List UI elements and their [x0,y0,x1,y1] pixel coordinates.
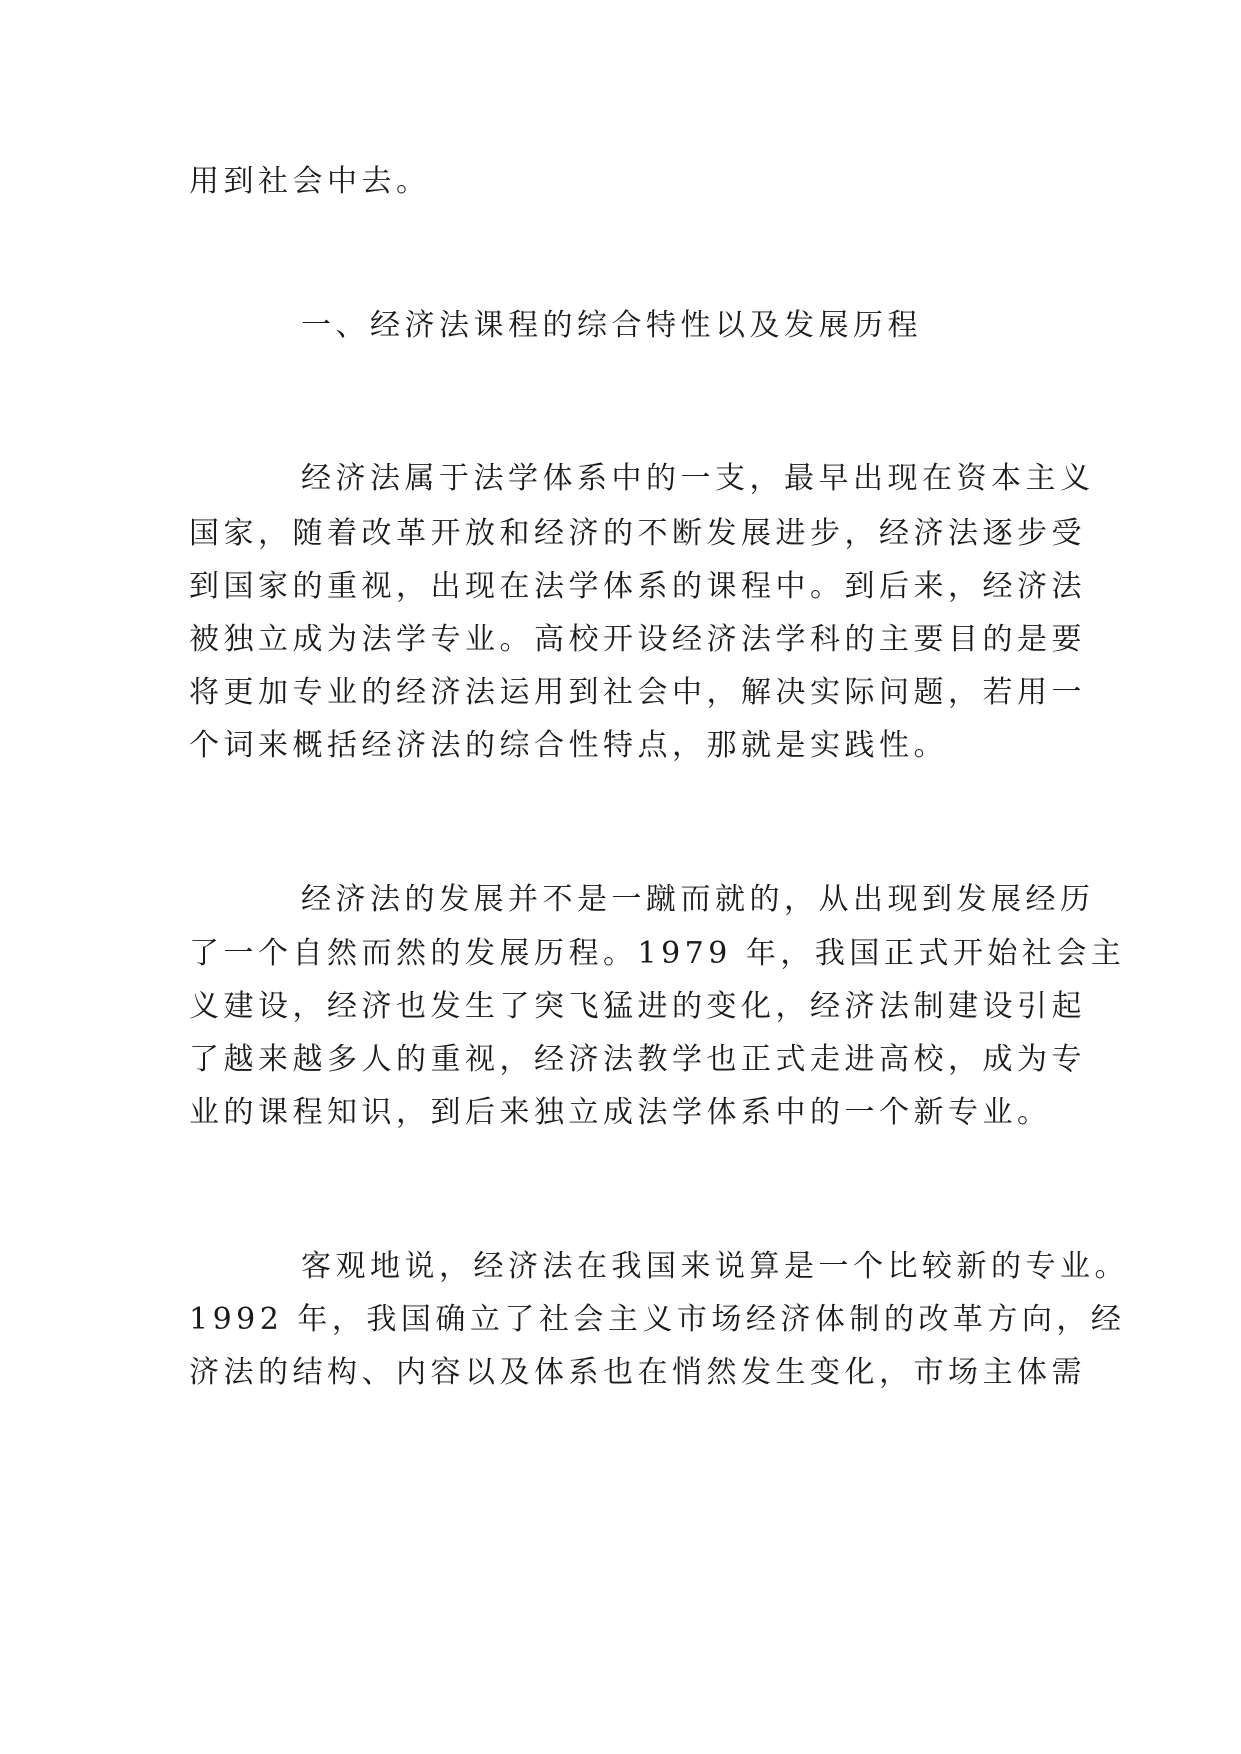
paragraph-2-line-3: 义建设，经济也发生了突飞猛进的变化，经济法制建设引起 [189,989,1086,1024]
paragraph-3-line-3: 济法的结构、内容以及体系也在悄然发生变化，市场主体需 [189,1355,1086,1390]
paragraph-2-line-2: 了一个自然而然的发展历程。1979 年，我国正式开始社会主 [189,936,1126,971]
paragraph-2-line-4: 了越来越多人的重视，经济法教学也正式走进高校，成为专 [189,1042,1086,1077]
section-heading: 一、经济法课程的综合特性以及发展历程 [301,308,922,343]
paragraph-2-line-5: 业的课程知识，到后来独立成法学体系中的一个新专业。 [189,1095,1052,1130]
paragraph-1-line-4: 被独立成为法学专业。高校开设经济法学科的主要目的是要 [189,622,1086,657]
paragraph-3-line-2: 1992 年，我国确立了社会主义市场经济体制的改革方向，经 [189,1302,1126,1337]
paragraph-3-line-1: 客观地说，经济法在我国来说算是一个比较新的专业。 [301,1249,1129,1284]
paragraph-2-line-1: 经济法的发展并不是一蹴而就的，从出现到发展经历 [301,882,1095,917]
paragraph-tail-line: 用到社会中去。 [189,164,431,199]
paragraph-1-line-6: 个词来概括经济法的综合性特点，那就是实践性。 [189,728,948,763]
paragraph-1-line-3: 到国家的重视，出现在法学体系的课程中。到后来，经济法 [189,569,1086,604]
paragraph-1-line-5: 将更加专业的经济法运用到社会中，解决实际问题，若用一 [189,675,1086,710]
paragraph-1-line-1: 经济法属于法学体系中的一支，最早出现在资本主义 [301,461,1095,496]
paragraph-1-line-2: 国家，随着改革开放和经济的不断发展进步，经济法逐步受 [189,516,1086,551]
